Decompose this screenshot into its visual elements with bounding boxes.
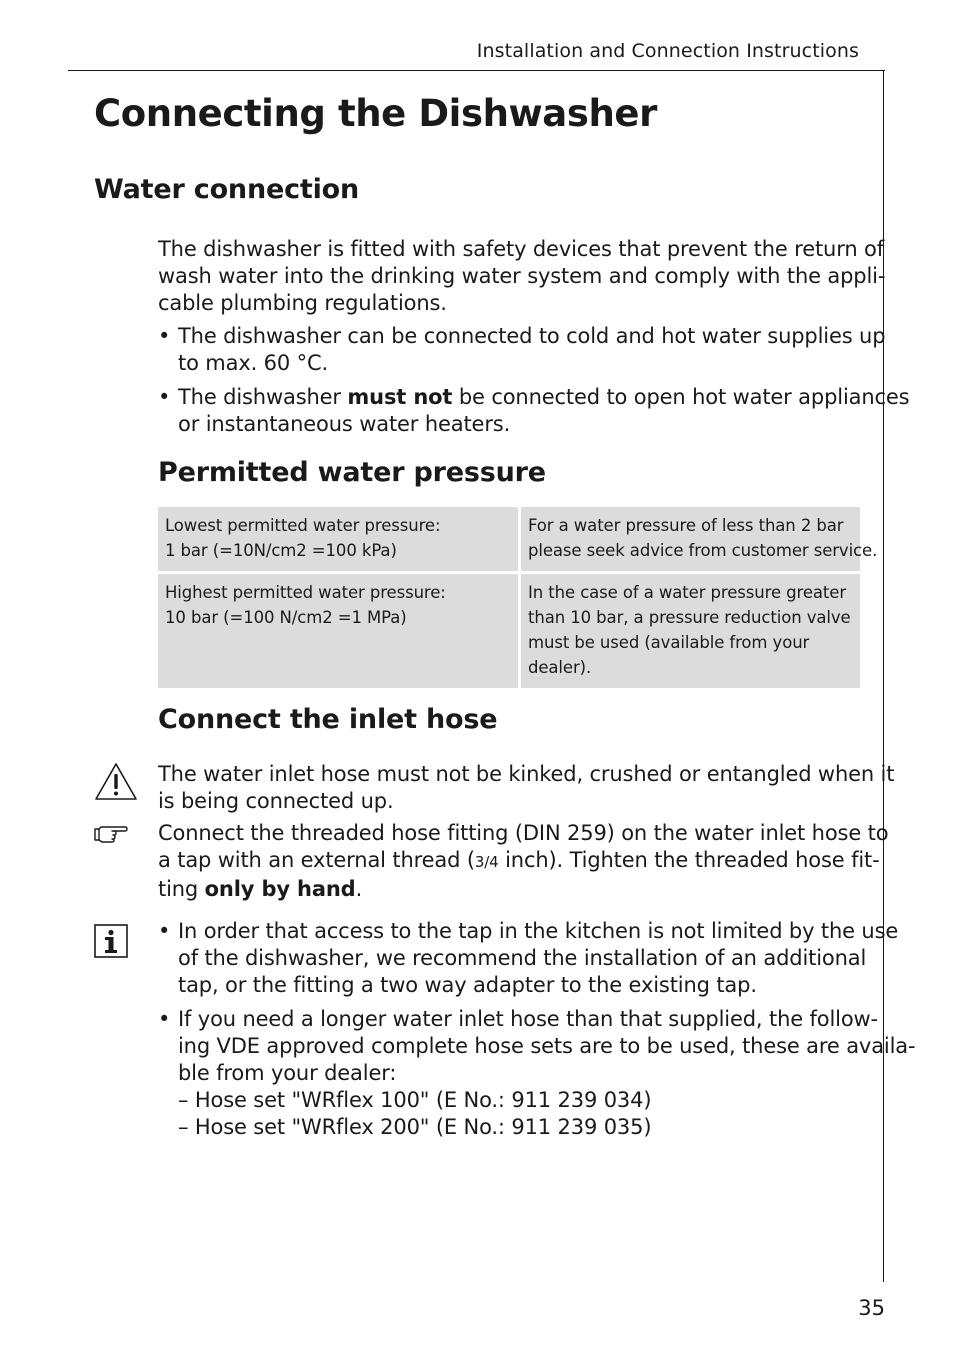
water-connection-intro: The dishwasher is fitted with safety devices that prevent the return of wash water into the drinking water system and comply with the appli- cable plumbing regulations.: [158, 237, 886, 315]
page-title: Connecting the Dishwasher: [94, 92, 657, 135]
info-icon: [94, 924, 128, 958]
permitted-pressure-heading: Permitted water pressure: [158, 457, 546, 488]
inlet-hose-heading: Connect the inlet hose: [158, 704, 498, 735]
bullet-marker: •: [158, 1007, 171, 1031]
info-bullet-adapter: In order that access to the tap in the kitchen is not limited by the use of the dishwasher, we recommend the installation of an additional tap, or the fitting a two way adapter to the existing tap.: [178, 919, 899, 997]
emphasis-only-by-hand: only by hand: [204, 877, 356, 901]
running-header: Installation and Connection Instructions: [476, 40, 859, 62]
hose-set-200: – Hose set "WRflex 200" (E No.: 911 239 035): [178, 1115, 652, 1139]
table-cell: Highest permitted water pressure: 10 bar (=100 N/cm2 =1 MPa): [158, 573, 520, 689]
bullet-marker: •: [158, 919, 171, 943]
table-cell: In the case of a water pressure greater than 10 bar, a pressure reduction valve must be used (available from your dealer).: [520, 573, 861, 689]
water-connection-heading: Water connection: [94, 174, 360, 205]
table-cell: Lowest permitted water pressure: 1 bar (=10N/cm2 =100 kPa): [158, 507, 520, 573]
fraction-three-quarters: 3/4: [474, 853, 499, 871]
emphasis-must-not: must not: [347, 385, 453, 409]
table-cell: For a water pressure of less than 2 bar please seek advice from customer service.: [520, 507, 861, 573]
bullet-marker: •: [158, 385, 171, 409]
bullet-temperature: The dishwasher can be connected to cold and hot water supplies up to max. 60 °C.: [178, 324, 886, 375]
info-bullet-hose-sets: If you need a longer water inlet hose than that supplied, the follow- ing VDE approved complete hose sets are to be used, these are availa- ble from your dealer: – Hose set "WRflex 100" (E No.: 911 239 034) – Hose set "WRflex 200" (E No.: 911 239 035): [178, 1007, 916, 1139]
bullet-marker: •: [158, 324, 171, 348]
instruction-text: Connect the threaded hose fitting (DIN 259) on the water inlet hose to a tap with an external thread (3/4 inch). Tighten the threaded hose fit- ting only by hand.: [158, 821, 889, 901]
pointing-hand-icon: [94, 824, 128, 844]
page-number: 35: [858, 1296, 885, 1320]
pressure-table: [158, 507, 878, 688]
table-row: [158, 573, 860, 689]
bullet-must-not: The dishwasher must not be connected to open hot water appliances or instantaneous water heaters.: [178, 385, 910, 436]
hose-set-100: – Hose set "WRflex 100" (E No.: 911 239 034): [178, 1088, 652, 1112]
table-row: [158, 507, 860, 573]
warning-text: The water inlet hose must not be kinked, crushed or entangled when it is being connected up.: [158, 762, 895, 813]
header-rule: [68, 70, 885, 71]
warning-triangle-icon: [94, 762, 138, 802]
